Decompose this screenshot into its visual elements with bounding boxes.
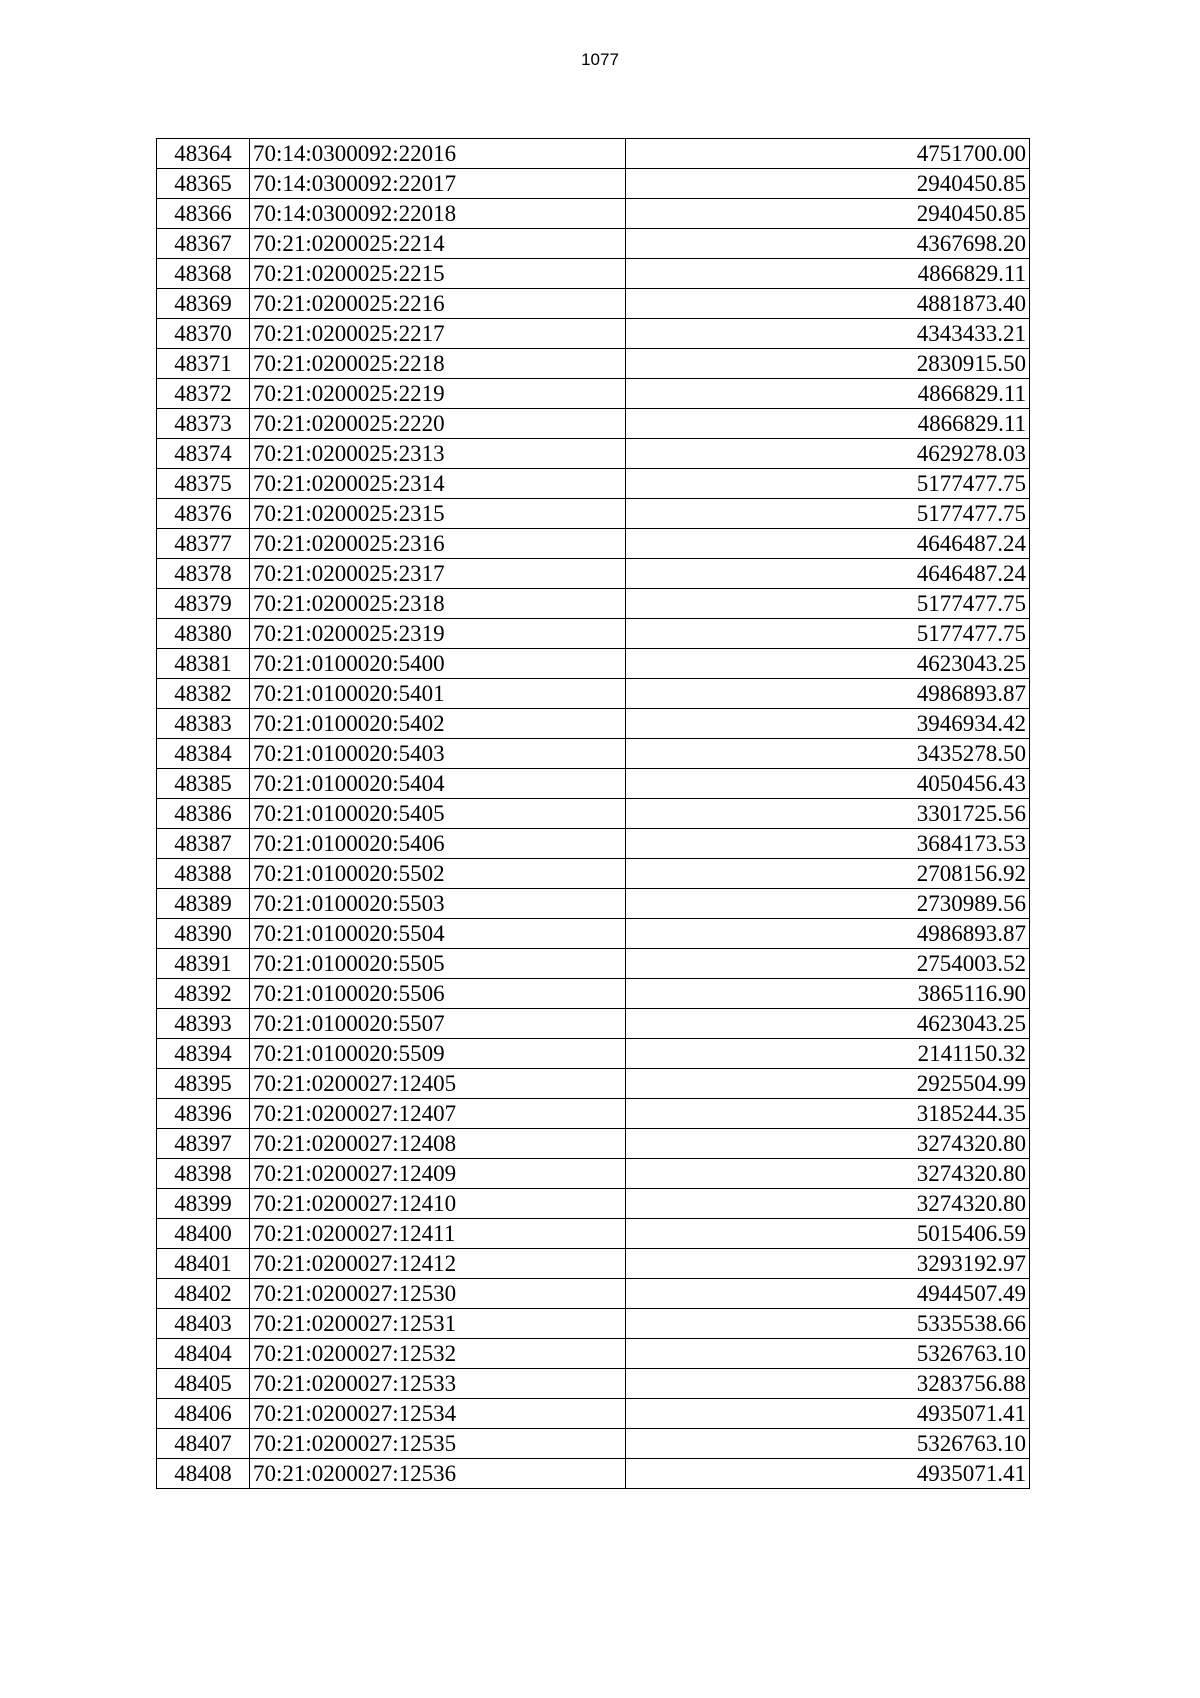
cadastral-value-cell: 4050456.43 [626, 769, 1030, 799]
table-row [157, 1009, 1030, 1039]
cadastral-number-cell: 70:21:0100020:5503 [250, 889, 626, 919]
row-number-cell: 48367 [157, 229, 250, 259]
table-row [157, 1159, 1030, 1189]
row-number-cell: 48396 [157, 1099, 250, 1129]
table-row [157, 559, 1030, 589]
cadastral-value-cell: 3274320.80 [626, 1189, 1030, 1219]
table-row [157, 139, 1030, 169]
cadastral-value-cell: 2940450.85 [626, 199, 1030, 229]
row-number-cell: 48387 [157, 829, 250, 859]
cadastral-number-cell: 70:21:0200025:2319 [250, 619, 626, 649]
cadastral-number-cell: 70:21:0200027:12534 [250, 1399, 626, 1429]
row-number-cell: 48397 [157, 1129, 250, 1159]
table-row [157, 1429, 1030, 1459]
cadastral-number-cell: 70:21:0200027:12412 [250, 1249, 626, 1279]
row-number-cell: 48375 [157, 469, 250, 499]
table-row [157, 1039, 1030, 1069]
cadastral-value-cell: 3293192.97 [626, 1249, 1030, 1279]
cadastral-value-cell: 2141150.32 [626, 1039, 1030, 1069]
cadastral-number-cell: 70:21:0100020:5403 [250, 739, 626, 769]
cadastral-value-cell: 4623043.25 [626, 1009, 1030, 1039]
cadastral-value-cell: 3946934.42 [626, 709, 1030, 739]
cadastral-value-cell: 4866829.11 [626, 379, 1030, 409]
cadastral-value-cell: 3865116.90 [626, 979, 1030, 1009]
row-number-cell: 48401 [157, 1249, 250, 1279]
table-row [157, 529, 1030, 559]
cadastral-value-cell: 3301725.56 [626, 799, 1030, 829]
table-row [157, 1279, 1030, 1309]
cadastral-value-cell: 5177477.75 [626, 499, 1030, 529]
cadastral-number-cell: 70:21:0200027:12535 [250, 1429, 626, 1459]
row-number-cell: 48408 [157, 1459, 250, 1489]
cadastral-value-cell: 5335538.66 [626, 1309, 1030, 1339]
cadastral-value-cell: 5177477.75 [626, 619, 1030, 649]
cadastral-number-cell: 70:21:0200025:2314 [250, 469, 626, 499]
table-row [157, 1129, 1030, 1159]
cadastral-number-cell: 70:21:0200027:12408 [250, 1129, 626, 1159]
cadastral-value-cell: 5015406.59 [626, 1219, 1030, 1249]
cadastral-value-cell: 4367698.20 [626, 229, 1030, 259]
cadastral-value-cell: 2730989.56 [626, 889, 1030, 919]
cadastral-number-cell: 70:21:0200027:12409 [250, 1159, 626, 1189]
cadastral-value-cell: 4646487.24 [626, 559, 1030, 589]
cadastral-number-cell: 70:21:0100020:5401 [250, 679, 626, 709]
table-row [157, 1459, 1030, 1489]
table-row [157, 349, 1030, 379]
row-number-cell: 48365 [157, 169, 250, 199]
cadastral-value-cell: 5177477.75 [626, 589, 1030, 619]
table-row [157, 649, 1030, 679]
table-row [157, 679, 1030, 709]
cadastral-number-cell: 70:21:0100020:5402 [250, 709, 626, 739]
cadastral-number-cell: 70:21:0200025:2317 [250, 559, 626, 589]
row-number-cell: 48406 [157, 1399, 250, 1429]
table-row [157, 499, 1030, 529]
table-row [157, 739, 1030, 769]
cadastral-value-cell: 3274320.80 [626, 1159, 1030, 1189]
row-number-cell: 48398 [157, 1159, 250, 1189]
cadastral-value-cell: 3435278.50 [626, 739, 1030, 769]
table-row [157, 1369, 1030, 1399]
row-number-cell: 48402 [157, 1279, 250, 1309]
cadastral-number-cell: 70:21:0100020:5502 [250, 859, 626, 889]
table-row [157, 199, 1030, 229]
cadastral-value-cell: 5177477.75 [626, 469, 1030, 499]
table-row [157, 439, 1030, 469]
row-number-cell: 48394 [157, 1039, 250, 1069]
cadastral-value-cell: 2940450.85 [626, 169, 1030, 199]
table-row [157, 229, 1030, 259]
cadastral-value-cell: 4751700.00 [626, 139, 1030, 169]
cadastral-value-cell: 2708156.92 [626, 859, 1030, 889]
row-number-cell: 48390 [157, 919, 250, 949]
cadastral-number-cell: 70:21:0100020:5405 [250, 799, 626, 829]
cadastral-number-cell: 70:21:0200027:12405 [250, 1069, 626, 1099]
table-row [157, 709, 1030, 739]
cadastral-value-cell: 4866829.11 [626, 259, 1030, 289]
row-number-cell: 48370 [157, 319, 250, 349]
cadastral-number-cell: 70:21:0200025:2215 [250, 259, 626, 289]
cadastral-number-cell: 70:21:0200025:2318 [250, 589, 626, 619]
cadastral-value-cell: 4986893.87 [626, 679, 1030, 709]
row-number-cell: 48374 [157, 439, 250, 469]
cadastral-number-cell: 70:21:0100020:5406 [250, 829, 626, 859]
cadastral-number-cell: 70:21:0200025:2218 [250, 349, 626, 379]
cadastral-number-cell: 70:21:0100020:5506 [250, 979, 626, 1009]
row-number-cell: 48377 [157, 529, 250, 559]
table-row [157, 1069, 1030, 1099]
table-row [157, 379, 1030, 409]
table-row [157, 769, 1030, 799]
row-number-cell: 48383 [157, 709, 250, 739]
cadastral-value-cell: 4646487.24 [626, 529, 1030, 559]
cadastral-number-cell: 70:21:0200025:2316 [250, 529, 626, 559]
row-number-cell: 48385 [157, 769, 250, 799]
cadastral-number-cell: 70:21:0200027:12411 [250, 1219, 626, 1249]
cadastral-number-cell: 70:21:0100020:5509 [250, 1039, 626, 1069]
row-number-cell: 48386 [157, 799, 250, 829]
table-row [157, 1309, 1030, 1339]
table-row [157, 1399, 1030, 1429]
row-number-cell: 48364 [157, 139, 250, 169]
row-number-cell: 48372 [157, 379, 250, 409]
cadastral-number-cell: 70:21:0200025:2214 [250, 229, 626, 259]
cadastral-value-table [156, 138, 1030, 1489]
cadastral-number-cell: 70:21:0200025:2219 [250, 379, 626, 409]
row-number-cell: 48399 [157, 1189, 250, 1219]
row-number-cell: 48391 [157, 949, 250, 979]
row-number-cell: 48404 [157, 1339, 250, 1369]
cadastral-value-cell: 4986893.87 [626, 919, 1030, 949]
table-row [157, 589, 1030, 619]
cadastral-value-cell: 4866829.11 [626, 409, 1030, 439]
table-body [157, 139, 1030, 1489]
cadastral-value-cell: 4944507.49 [626, 1279, 1030, 1309]
cadastral-number-cell: 70:21:0200027:12530 [250, 1279, 626, 1309]
cadastral-number-cell: 70:14:0300092:22017 [250, 169, 626, 199]
row-number-cell: 48378 [157, 559, 250, 589]
cadastral-value-cell: 4343433.21 [626, 319, 1030, 349]
table-row [157, 619, 1030, 649]
row-number-cell: 48388 [157, 859, 250, 889]
cadastral-value-cell: 2754003.52 [626, 949, 1030, 979]
cadastral-value-cell: 3684173.53 [626, 829, 1030, 859]
cadastral-value-cell: 3283756.88 [626, 1369, 1030, 1399]
row-number-cell: 48393 [157, 1009, 250, 1039]
table-row [157, 409, 1030, 439]
table-row [157, 1099, 1030, 1129]
cadastral-value-cell: 2830915.50 [626, 349, 1030, 379]
cadastral-number-cell: 70:21:0200027:12531 [250, 1309, 626, 1339]
cadastral-number-cell: 70:21:0200025:2216 [250, 289, 626, 319]
cadastral-number-cell: 70:14:0300092:22018 [250, 199, 626, 229]
table-row [157, 289, 1030, 319]
cadastral-value-cell: 5326763.10 [626, 1429, 1030, 1459]
cadastral-value-cell: 2925504.99 [626, 1069, 1030, 1099]
table-row [157, 919, 1030, 949]
table-row [157, 949, 1030, 979]
row-number-cell: 48395 [157, 1069, 250, 1099]
table-row [157, 979, 1030, 1009]
row-number-cell: 48379 [157, 589, 250, 619]
row-number-cell: 48368 [157, 259, 250, 289]
cadastral-value-cell: 3185244.35 [626, 1099, 1030, 1129]
row-number-cell: 48400 [157, 1219, 250, 1249]
row-number-cell: 48389 [157, 889, 250, 919]
cadastral-number-cell: 70:21:0200027:12407 [250, 1099, 626, 1129]
cadastral-number-cell: 70:21:0100020:5400 [250, 649, 626, 679]
row-number-cell: 48371 [157, 349, 250, 379]
table-row [157, 1339, 1030, 1369]
table-row [157, 259, 1030, 289]
table-row [157, 889, 1030, 919]
table-row [157, 1189, 1030, 1219]
row-number-cell: 48373 [157, 409, 250, 439]
cadastral-value-cell: 4935071.41 [626, 1399, 1030, 1429]
cadastral-number-cell: 70:21:0200025:2220 [250, 409, 626, 439]
table-row [157, 829, 1030, 859]
cadastral-number-cell: 70:21:0200025:2313 [250, 439, 626, 469]
table-row [157, 799, 1030, 829]
row-number-cell: 48369 [157, 289, 250, 319]
table-row [157, 469, 1030, 499]
table-row [157, 1249, 1030, 1279]
table-row [157, 859, 1030, 889]
cadastral-number-cell: 70:21:0100020:5504 [250, 919, 626, 949]
cadastral-value-cell: 4881873.40 [626, 289, 1030, 319]
row-number-cell: 48392 [157, 979, 250, 1009]
cadastral-value-cell: 5326763.10 [626, 1339, 1030, 1369]
cadastral-value-cell: 4623043.25 [626, 649, 1030, 679]
row-number-cell: 48403 [157, 1309, 250, 1339]
cadastral-value-cell: 4629278.03 [626, 439, 1030, 469]
cadastral-number-cell: 70:21:0200027:12533 [250, 1369, 626, 1399]
row-number-cell: 48382 [157, 679, 250, 709]
row-number-cell: 48366 [157, 199, 250, 229]
table-row [157, 1219, 1030, 1249]
cadastral-number-cell: 70:21:0100020:5404 [250, 769, 626, 799]
cadastral-number-cell: 70:21:0200027:12410 [250, 1189, 626, 1219]
cadastral-number-cell: 70:21:0200027:12532 [250, 1339, 626, 1369]
cadastral-value-cell: 4935071.41 [626, 1459, 1030, 1489]
row-number-cell: 48376 [157, 499, 250, 529]
cadastral-number-cell: 70:21:0200027:12536 [250, 1459, 626, 1489]
cadastral-number-cell: 70:21:0200025:2217 [250, 319, 626, 349]
table-row [157, 169, 1030, 199]
cadastral-number-cell: 70:14:0300092:22016 [250, 139, 626, 169]
row-number-cell: 48405 [157, 1369, 250, 1399]
row-number-cell: 48384 [157, 739, 250, 769]
cadastral-number-cell: 70:21:0100020:5507 [250, 1009, 626, 1039]
table-row [157, 319, 1030, 349]
cadastral-number-cell: 70:21:0200025:2315 [250, 499, 626, 529]
row-number-cell: 48381 [157, 649, 250, 679]
row-number-cell: 48407 [157, 1429, 250, 1459]
row-number-cell: 48380 [157, 619, 250, 649]
cadastral-number-cell: 70:21:0100020:5505 [250, 949, 626, 979]
cadastral-value-cell: 3274320.80 [626, 1129, 1030, 1159]
page-number: 1077 [581, 50, 619, 69]
